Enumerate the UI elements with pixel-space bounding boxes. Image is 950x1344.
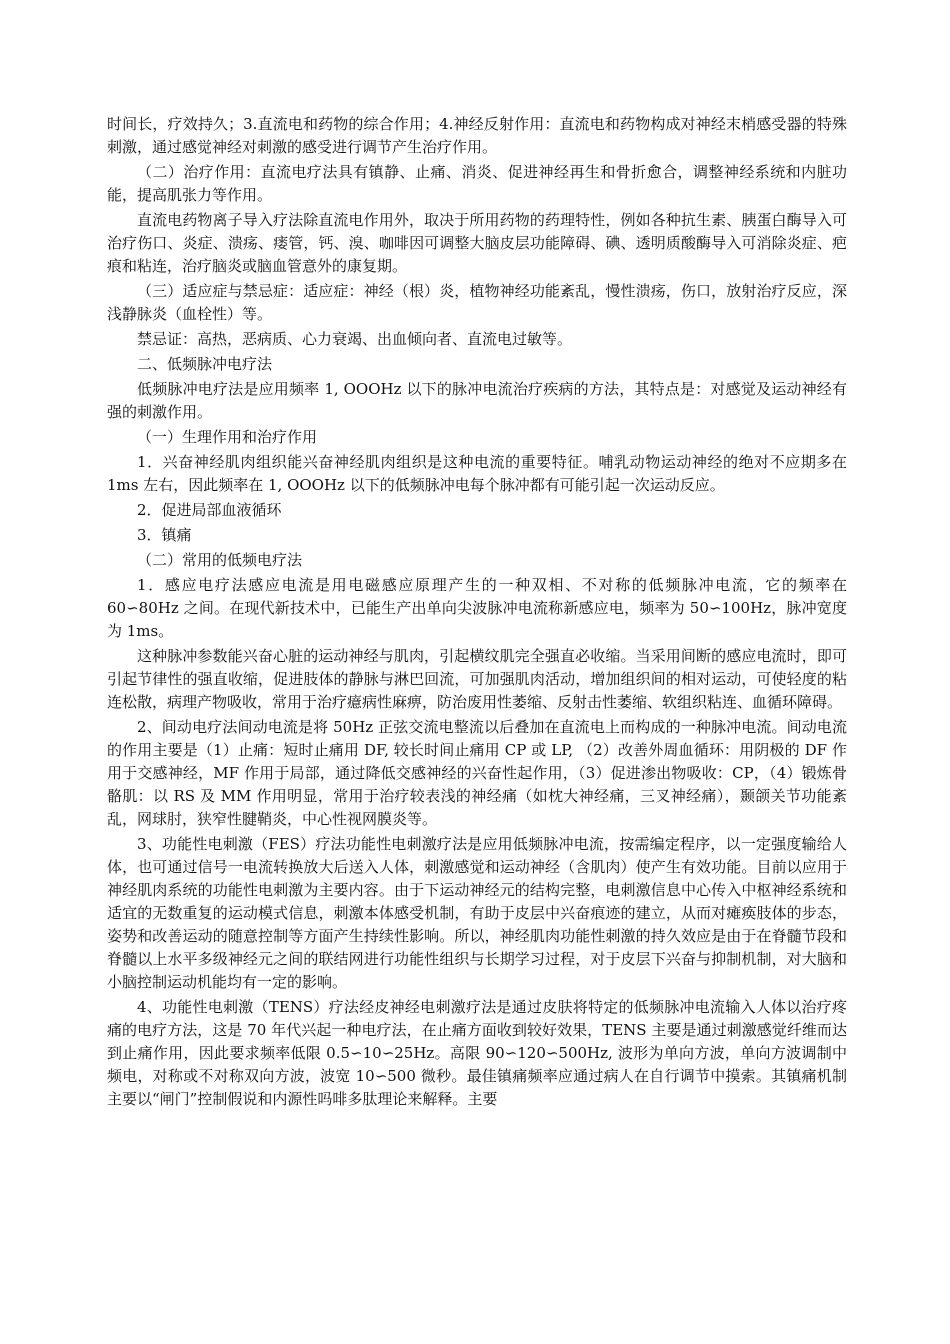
paragraph: 禁忌证：高热，恶病质、心力衰竭、出血倾向者、直流电过敏等。 xyxy=(137,330,573,348)
subsection-heading: （一）生理作用和治疗作用 xyxy=(137,428,318,446)
paragraph: 1．兴奋神经肌肉组织能兴奋神经肌肉组织是这种电流的重要特征。哺乳动物运动神经的绝对不应期多在 1ms 左右，因此频率在 1, OOOHz 以下的低频脉冲电每个脉冲都有可能引起一次运动反应。 xyxy=(107,453,847,494)
paragraph: 直流电药物离子导入疗法除直流电作用外，取决于所用药物的药理特性，例如各种抗生素、胰蛋白酶导入可治疗伤口、炎症、溃疡、瘘管，钙、溴、咖啡因可调整大脑皮层功能障碍、碘、透明质酸酶导入可消除炎症、疤痕和粘连，治疗脑炎或脑血管意外的康复期。 xyxy=(107,211,847,275)
paragraph: 2、间动电疗法间动电流是将 50Hz 正弦交流电整流以后叠加在直流电上而构成的一种脉冲电流。间动电流的作用主要是（1）止痛：短时止痛用 DF, 较长时间止痛用 CP 或 LP, （2）改善外周血循环：用阴极的 DF 作用于交感神经，MF 作用于局部，通过降低交感神经的兴奋性起作用，（3）促进渗出物吸收：CP，（4）锻炼骨骼肌：以 RS 及 MM 作用明显，常用于治疗较表浅的神经痛（如枕大神经痛，三叉神经痛），颞颌关节功能紊乱，网球肘，狭窄性腱鞘炎，中心性视网膜炎等。 xyxy=(107,718,847,828)
paragraph: 1．感应电疗法感应电流是用电磁感应原理产生的一种双相、不对称的低频脉冲电流，它的频率在 60∽80Hz 之间。在现代新技术中，已能生产出单向尖波脉冲电流称新感应电，频率为 50∽100Hz，脉冲宽度为 1ms。 xyxy=(107,576,847,640)
paragraph: （二）治疗作用：直流电疗法具有镇静、止痛、消炎、促进神经再生和骨折愈合，调整神经系统和内脏功能，提高肌张力等作用。 xyxy=(107,163,847,204)
list-item: 2．促进局部血液循环 xyxy=(137,501,282,519)
paragraph: 时间长，疗效持久；3.直流电和药物的综合作用；4.神经反射作用：直流电和药物构成对神经末梢感受器的特殊刺激，通过感觉神经对刺激的感受进行调节产生治疗作用。 xyxy=(107,115,847,156)
paragraph: 低频脉冲电疗法是应用频率 1, OOOHz 以下的脉冲电流治疗疾病的方法，其特点是：对感觉及运动神经有强的刺激作用。 xyxy=(107,380,847,421)
section-heading: 二、低频脉冲电疗法 xyxy=(137,355,273,373)
list-item: 3．镇痛 xyxy=(137,526,192,544)
paragraph: （三）适应症与禁忌症：适应症：神经（根）炎，植物神经功能紊乱，慢性溃疡，伤口，放射治疗反应，深浅静脉炎（血栓性）等。 xyxy=(107,282,847,323)
document-body xyxy=(107,113,847,1113)
subsection-heading: （二）常用的低频电疗法 xyxy=(137,551,303,569)
paragraph: 这种脉冲参数能兴奋心脏的运动神经与肌肉，引起横纹肌完全强直必收缩。当采用间断的感应电流时，即可引起节律性的强直收缩，促进肢体的静脉与淋巴回流，可加强肌肉活动，增加组织间的相对运动，可使轻度的粘连松散，病理产物吸收，常用于治疗癔病性麻痹，防治废用性萎缩、反射击性萎缩、软组织粘连、血循环障碍。 xyxy=(107,647,847,711)
paragraph: 4、功能性电刺激（TENS）疗法经皮神经电刺激疗法是通过皮肤将特定的低频脉冲电流输入人体以治疗疼痛的电疗方法，这是 70 年代兴起一种电疗法，在止痛方面收到较好效果，TENS 主要是通过刺激感觉纤维而达到止痛作用，因此要求频率低限 0.5∽10∽25Hz。高限 90∽120∽500Hz, 波形为单向方波，单向方波调制中频电，对称或不对称双向方波，波宽 10∽500 微秒。最佳镇痛频率应通过病人在自行调节中摸索。其镇痛机制主要以“闸门”控制假说和内源性吗啡多肽理论来解释。主要 xyxy=(107,998,847,1108)
paragraph: 3、功能性电刺激（FES）疗法功能性电刺激疗法是应用低频脉冲电流，按需编定程序，以一定强度输给人体，也可通过信号一电流转换放大后送入人体，刺激感觉和运动神经（含肌肉）使产生有效功能。目前以应用于神经肌肉系统的功能性电刺激为主要内容。由于下运动神经元的结构完整，电刺激信息中心传入中枢神经系统和适宜的无数重复的运动模式信息，刺激本体感受机制，有助于皮层中兴奋痕迹的建立，从而对瘫痪肢体的步态，姿势和改善运动的随意控制等方面产生持续性影响。所以，神经肌肉功能性刺激的持久效应是由于在脊髓节段和脊髓以上水平多级神经元之间的联结网进行功能性组织与长期学习过程，对于皮层下兴奋与抑制机制，对大脑和小脑控制运动机能均有一定的影响。 xyxy=(107,835,847,991)
